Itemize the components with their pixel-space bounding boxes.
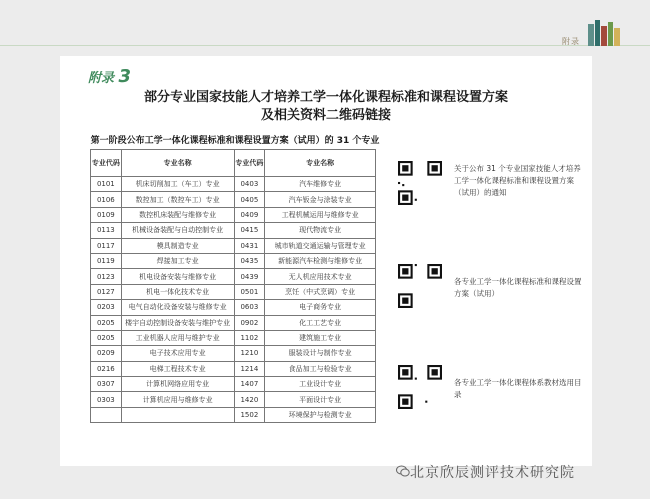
left-name-cell: 机床切削加工（车工）专业 — [121, 177, 234, 192]
left-name-cell: 机电设备安装与维修专业 — [121, 269, 234, 284]
header-rule — [0, 45, 650, 46]
right-name-cell: 平面设计专业 — [265, 392, 376, 407]
table-row — [91, 238, 376, 253]
left-code-cell: 0205 — [91, 330, 122, 345]
right-name-cell: 工业设计专业 — [265, 377, 376, 392]
left-code-cell: 0303 — [91, 392, 122, 407]
table-header-row — [91, 150, 376, 177]
page-title: 部分专业国家技能人才培养工学一体化课程标准和课程设置方案 — [143, 90, 508, 105]
wechat-icon — [396, 465, 410, 477]
header-code-left: 专业代码 — [91, 150, 122, 177]
qr-link-text: 关于公布 31 个专业国家技能人才培养工学一体化课程标准和课程设置方案（试用）的通知 — [454, 164, 581, 197]
right-code-cell: 0603 — [234, 300, 265, 315]
left-code-cell: 0216 — [91, 361, 122, 376]
left-code-cell — [91, 407, 122, 422]
table-row — [91, 284, 376, 299]
right-code-cell: 0902 — [234, 315, 265, 330]
table-row — [91, 346, 376, 361]
right-code-cell: 0415 — [234, 223, 265, 238]
right-name-cell: 食品加工与检验专业 — [265, 361, 376, 376]
header-code-right: 专业代码 — [234, 150, 265, 177]
left-code-cell: 0209 — [91, 346, 122, 361]
right-code-cell: 1502 — [234, 407, 265, 422]
right-name-cell: 建筑施工专业 — [265, 330, 376, 345]
table-row — [91, 392, 376, 407]
left-code-cell: 0119 — [91, 253, 122, 268]
left-name-cell: 电气自动化设备安装与维修专业 — [121, 300, 234, 315]
table-subtitle: 第一阶段公布工学一体化课程标准和课程设置方案（试用）的 31 个专业 — [90, 136, 380, 146]
left-name-cell: 模具制造专业 — [121, 238, 234, 253]
left-name-cell: 机电一体化技术专业 — [121, 284, 234, 299]
table-row — [91, 269, 376, 284]
right-code-cell: 1407 — [234, 377, 265, 392]
right-code-cell: 1210 — [234, 346, 265, 361]
left-name-cell: 机械设备装配与自动控制专业 — [121, 223, 234, 238]
table-row — [91, 223, 376, 238]
page-title-line2: 及相关资料二维码链接 — [260, 108, 391, 123]
left-name-cell: 数控机床装配与维修专业 — [121, 207, 234, 222]
left-code-cell: 0113 — [91, 223, 122, 238]
table-row — [91, 407, 376, 422]
right-name-cell: 汽车钣金与涂装专业 — [265, 192, 376, 207]
right-code-cell: 1214 — [234, 361, 265, 376]
right-name-cell: 汽车维修专业 — [265, 177, 376, 192]
left-name-cell: 工业机器人应用与维护专业 — [121, 330, 234, 345]
left-name-cell: 电梯工程技术专业 — [121, 361, 234, 376]
left-code-cell: 0127 — [91, 284, 122, 299]
watermark: 北京欣辰测评技术研究院 — [410, 465, 575, 481]
right-name-cell: 服装设计与制作专业 — [265, 346, 376, 361]
right-name-cell: 无人机应用技术专业 — [265, 269, 376, 284]
right-code-cell: 0439 — [234, 269, 265, 284]
right-code-cell: 0435 — [234, 253, 265, 268]
table-row — [91, 177, 376, 192]
left-code-cell: 0106 — [91, 192, 122, 207]
right-name-cell: 现代物流专业 — [265, 223, 376, 238]
table-row — [91, 300, 376, 315]
table-row — [91, 361, 376, 376]
appendix-prefix: 附录 — [88, 71, 115, 86]
left-code-cell: 0307 — [91, 377, 122, 392]
table-row — [91, 253, 376, 268]
right-name-cell: 化工工艺专业 — [265, 315, 376, 330]
appendix-label — [88, 66, 131, 87]
right-code-cell: 0431 — [234, 238, 265, 253]
left-code-cell: 0205 — [91, 315, 122, 330]
right-code-cell: 0405 — [234, 192, 265, 207]
right-code-cell: 0409 — [234, 207, 265, 222]
qr-code-icon[interactable] — [398, 161, 442, 205]
left-name-cell: 楼宇自动控制设备安装与维护专业 — [121, 315, 234, 330]
left-name-cell: 电子技术应用专业 — [121, 346, 234, 361]
qr-link-text: 各专业工学一体化课程体系教材选用目录 — [454, 378, 582, 399]
right-name-cell: 新能源汽车检测与维修专业 — [265, 253, 376, 268]
appendix-number: 3 — [118, 66, 132, 87]
left-name-cell: 计算机网络应用专业 — [121, 377, 234, 392]
right-name-cell: 工程机械运用与维修专业 — [265, 207, 376, 222]
majors-table — [90, 149, 376, 423]
right-code-cell: 1102 — [234, 330, 265, 345]
table-row — [91, 315, 376, 330]
right-name-cell: 烹饪（中式烹调）专业 — [265, 284, 376, 299]
right-code-cell: 1420 — [234, 392, 265, 407]
right-name-cell: 城市轨道交通运输与管理专业 — [265, 238, 376, 253]
table-row — [91, 192, 376, 207]
header-name-left: 专业名称 — [121, 150, 234, 177]
header-name-right: 专业名称 — [265, 150, 376, 177]
left-code-cell: 0109 — [91, 207, 122, 222]
table-row — [91, 330, 376, 345]
header-label: 附录 — [562, 37, 580, 46]
qr-link-text: 各专业工学一体化课程标准和课程设置方案（试用） — [454, 277, 582, 298]
left-name-cell: 计算机应用与维修专业 — [121, 392, 234, 407]
page-card — [60, 56, 592, 466]
right-code-cell: 0501 — [234, 284, 265, 299]
left-name-cell: 数控加工（数控车工）专业 — [121, 192, 234, 207]
left-code-cell: 0123 — [91, 269, 122, 284]
books-icon — [588, 20, 626, 46]
qr-code-icon[interactable] — [398, 264, 442, 308]
right-name-cell: 环境保护与检测专业 — [265, 407, 376, 422]
table-row — [91, 377, 376, 392]
left-code-cell: 0203 — [91, 300, 122, 315]
left-code-cell: 0101 — [91, 177, 122, 192]
right-name-cell: 电子商务专业 — [265, 300, 376, 315]
left-name-cell: 焊接加工专业 — [121, 253, 234, 268]
table-row — [91, 207, 376, 222]
right-code-cell: 0403 — [234, 177, 265, 192]
qr-code-icon[interactable] — [398, 365, 442, 409]
left-name-cell — [121, 407, 234, 422]
left-code-cell: 0117 — [91, 238, 122, 253]
